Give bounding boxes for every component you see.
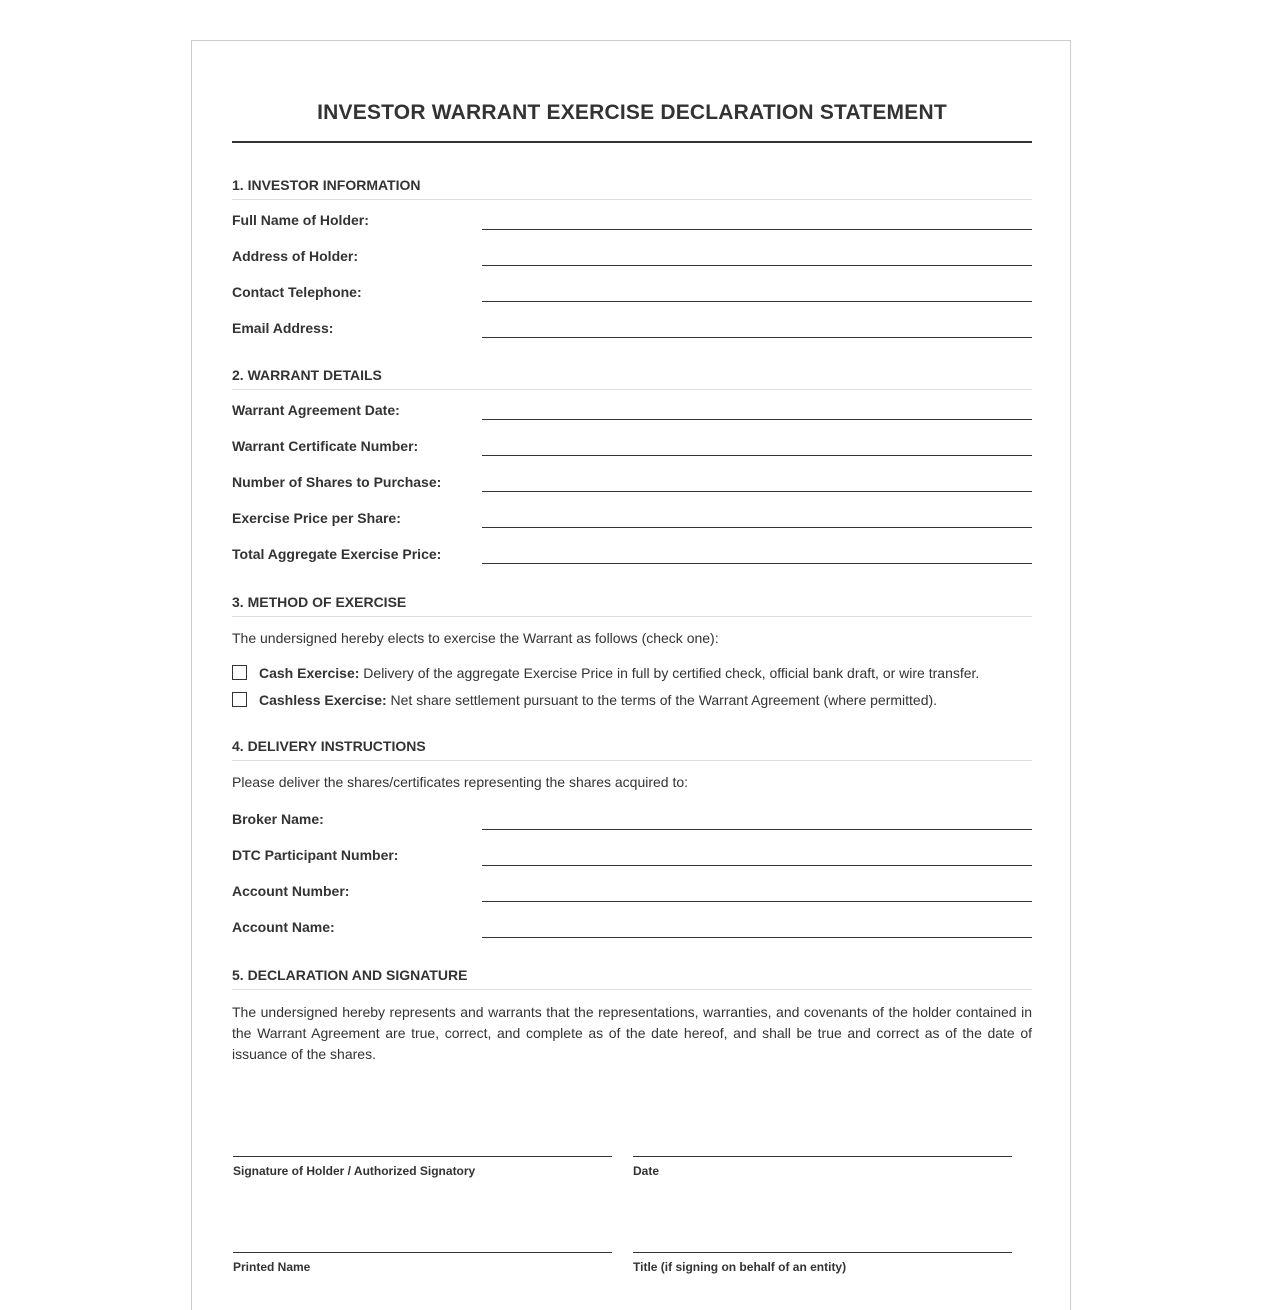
field-label-broker-name: Broker Name: xyxy=(232,811,324,827)
section-heading-delivery: 4. DELIVERY INSTRUCTIONS xyxy=(232,736,1032,761)
section-heading-declaration: 5. DECLARATION AND SIGNATURE xyxy=(232,965,1032,990)
field-line-broker-name[interactable] xyxy=(482,829,1032,830)
field-line-telephone[interactable] xyxy=(482,301,1032,302)
signature-label-date: Date xyxy=(633,1164,660,1178)
signature-line-printed-name[interactable] xyxy=(233,1252,612,1253)
option-cashless-exercise-label: Cashless Exercise: xyxy=(259,692,387,708)
delivery-intro: Please deliver the shares/certificates representing the shares acquired to: xyxy=(232,774,689,790)
field-line-account-number[interactable] xyxy=(482,901,1032,902)
field-label-account-number: Account Number: xyxy=(232,883,350,899)
option-cash-exercise-label: Cash Exercise: xyxy=(259,665,360,681)
field-line-total-price[interactable] xyxy=(482,563,1032,564)
field-line-full-name[interactable] xyxy=(482,229,1032,230)
checkbox-cashless-exercise[interactable] xyxy=(232,692,247,707)
field-label-number-of-shares: Number of Shares to Purchase: xyxy=(232,474,442,490)
document-content xyxy=(232,41,1032,1274)
signature-line-title[interactable] xyxy=(633,1252,1012,1253)
field-label-email: Email Address: xyxy=(232,320,334,336)
method-intro: The undersigned hereby elects to exercise the Warrant as follows (check one): xyxy=(232,630,719,646)
signature-label-printed-name: Printed Name xyxy=(233,1260,311,1274)
field-line-dtc-number[interactable] xyxy=(482,865,1032,866)
section-heading-warrant: 2. WARRANT DETAILS xyxy=(232,365,1032,390)
signature-label-holder: Signature of Holder / Authorized Signatory xyxy=(233,1164,476,1178)
document-title: INVESTOR WARRANT EXERCISE DECLARATION STATEMENT xyxy=(317,101,947,124)
field-label-full-name: Full Name of Holder: xyxy=(232,212,369,228)
field-label-exercise-price: Exercise Price per Share: xyxy=(232,510,401,526)
field-label-telephone: Contact Telephone: xyxy=(232,284,362,300)
field-label-certificate-number: Warrant Certificate Number: xyxy=(232,438,419,454)
option-cash-exercise-description: Delivery of the aggregate Exercise Price in full by certified check, official bank draft, or wire transfer. xyxy=(359,665,980,681)
field-line-address[interactable] xyxy=(482,265,1032,266)
signature-line-date[interactable] xyxy=(633,1156,1012,1157)
field-label-agreement-date: Warrant Agreement Date: xyxy=(232,402,400,418)
declaration-text: The undersigned hereby represents and warrants that the representations, warranties, and covenants of the holder contained in the Warrant Agreement are true, correct, and complete as of the date hereof, and shall be true and correct as of the date of issuance of the shares. xyxy=(232,1004,1032,1062)
field-label-address: Address of Holder: xyxy=(232,248,359,264)
document-page xyxy=(191,40,1071,1310)
field-line-email[interactable] xyxy=(482,337,1032,338)
field-label-account-name: Account Name: xyxy=(232,919,335,935)
section-heading-method: 3. METHOD OF EXERCISE xyxy=(232,592,1032,617)
signature-label-title: Title (if signing on behalf of an entity) xyxy=(633,1260,847,1274)
field-line-agreement-date[interactable] xyxy=(482,419,1032,420)
field-line-number-of-shares[interactable] xyxy=(482,491,1032,492)
field-label-total-price: Total Aggregate Exercise Price: xyxy=(232,546,442,562)
field-line-exercise-price[interactable] xyxy=(482,527,1032,528)
option-cashless-exercise-description: Net share settlement pursuant to the terms of the Warrant Agreement (where permitted). xyxy=(386,692,938,708)
field-line-account-name[interactable] xyxy=(482,937,1032,938)
signature-line-holder[interactable] xyxy=(233,1156,612,1157)
section-heading-investor: 1. INVESTOR INFORMATION xyxy=(232,175,1032,200)
option-cashless-exercise-text xyxy=(259,691,937,709)
checkbox-cash-exercise[interactable] xyxy=(232,665,247,680)
field-line-certificate-number[interactable] xyxy=(482,455,1032,456)
field-label-dtc-number: DTC Participant Number: xyxy=(232,847,399,863)
title-rule xyxy=(232,141,1032,143)
option-cash-exercise-text xyxy=(259,664,979,682)
